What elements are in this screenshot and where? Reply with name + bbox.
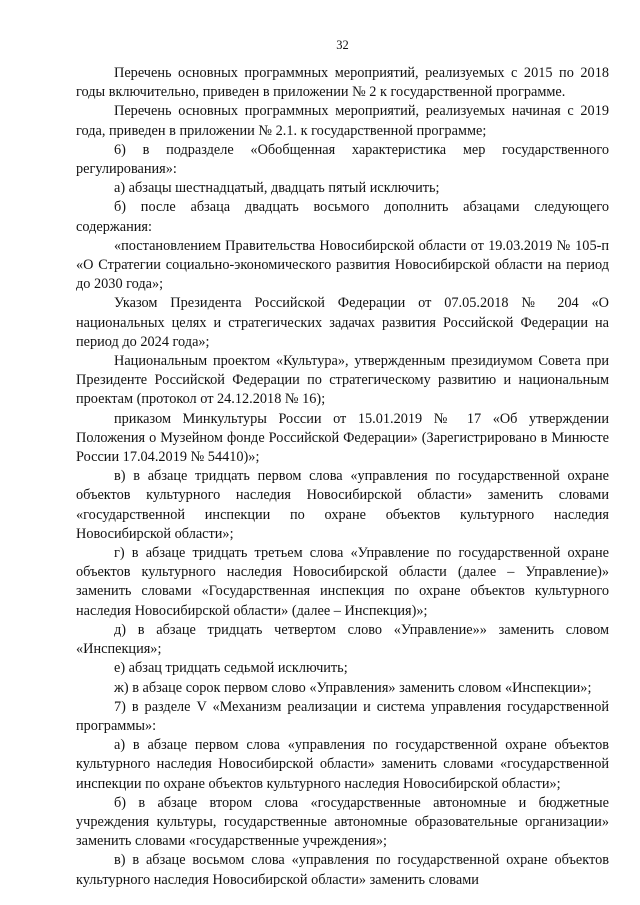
paragraph: 6) в подразделе «Обобщенная характеристика мер государственного регулирования»: [76,141,609,178]
paragraph: «постановлением Правительства Новосибирской области от 19.03.2019 № 105-п «О Стратегии социально-экономического развития Новосибирской области на период до 2030 года»; [76,237,609,293]
paragraph: Национальным проектом «Культура», утвержденным президиумом Совета при Президенте Российской Федерации по стратегическому развитию и национальным проектам (протокол от 24.12.2018 № 16); [76,353,609,408]
paragraph: ж) в абзаце сорок первом слово «Управления» заменить словом «Инспекции»; [114,679,592,696]
paragraph: б) в абзаце втором слова «государственные автономные и бюджетные учреждения культуры, государственные автономные образовательные организации» заменить словами «государственные учреждения»; [76,794,609,850]
document-page [76,0,609,905]
paragraph: в) в абзаце восьмом слова «управления по государственной охране объектов культурного наследия Новосибирской области» заменить словами [76,852,609,888]
paragraph: г) в абзаце тридцать третьем слова «Управление по государственной охране объектов культурного наследия Новосибирской области (далее – Управление)» заменить словами «Государственная инспекция по охране объектов культурного наследия Новосибирской области» (далее – Инспекция)»; [76,545,609,619]
page-number: 32 [336,38,349,52]
paragraph: е) абзац тридцать седьмой исключить; [114,660,348,677]
paragraph: б) после абзаца двадцать восьмого дополнить абзацами следующего содержания: [76,199,609,235]
paragraph: 7) в разделе V «Механизм реализации и система управления государственной программы»: [76,698,609,734]
paragraph: д) в абзаце тридцать четвертом слово «Управление»» заменить словом «Инспекция»; [76,621,609,658]
paragraph: Указом Президента Российской Федерации от 07.05.2018 № 204 «О национальных целях и стратегических задачах развития Российской Федерации на период до 2024 года»; [76,295,609,350]
paragraph: а) в абзаце первом слова «управления по государственной охране объектов культурного наследия Новосибирской области» заменить словами «государственной инспекции по охране объектов культурного наследия Новосибирской области»; [76,737,609,792]
paragraph: Перечень основных программных мероприятий, реализуемых начиная с 2019 года, приведен в приложении № 2.1. к государственной программе; [76,103,609,139]
paragraph: в) в абзаце тридцать первом слова «управления по государственной охране объектов культурного наследия Новосибирской области» заменить словами «государственной инспекции по охране объектов культурного наследия Новосибирской области»; [76,468,609,542]
document-body [76,64,609,890]
paragraph: Перечень основных программных мероприятий, реализуемых с 2015 по 2018 годы включительно, приведен в приложении № 2 к государственной программе. [76,65,609,101]
paragraph: приказом Минкультуры России от 15.01.2019 № 17 «Об утверждении Положения о Музейном фонде Российской Федерации» (Зарегистрировано в Минюсте России 17.04.2019 № 54410)»; [76,410,609,466]
paragraph: а) абзацы шестнадцатый, двадцать пятый исключить; [114,180,440,197]
